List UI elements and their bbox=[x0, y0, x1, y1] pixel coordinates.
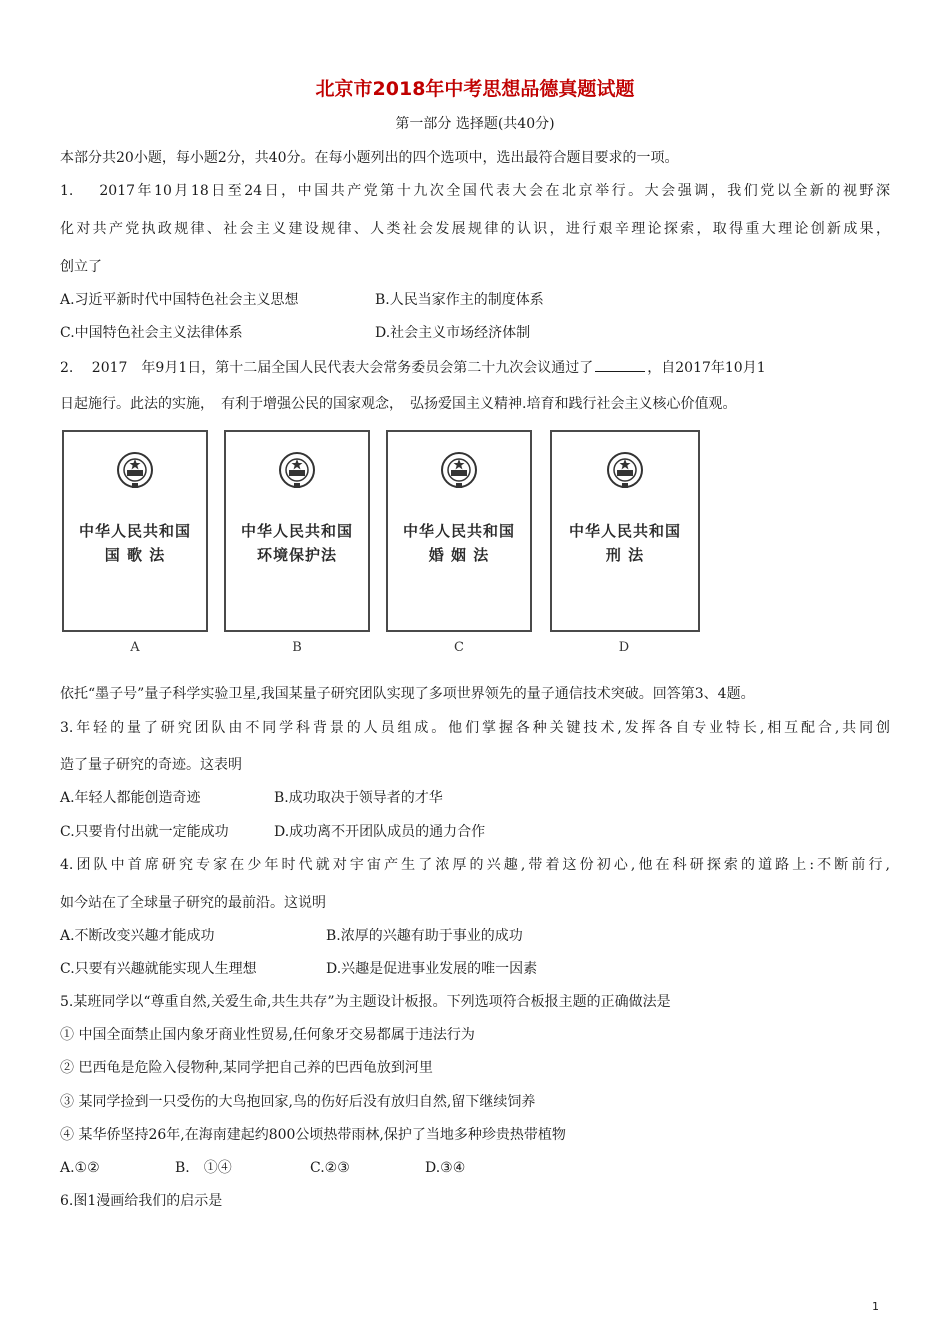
q4-stem-line1: 4.团队中首席研究专家在少年时代就对宇宙产生了浓厚的兴趣,带着这份初心,他在科研探索的道路上:不断前行, bbox=[60, 857, 890, 873]
book-label-d: D bbox=[618, 640, 630, 655]
q5-statement-3: ③ 某同学捡到一只受伤的大鸟抱回家,鸟的伤好后没有放归自然,留下继续饲养 bbox=[60, 1094, 536, 1110]
q6-stem: 6.图1漫画给我们的启示是 bbox=[60, 1193, 223, 1209]
instructions: 本部分共20小题，每小题2分，共40分。在每小题列出的四个选项中，选出最符合题目要求的一项。 bbox=[60, 150, 679, 166]
q4-option-c: C.只要有兴趣就能实现人生理想 bbox=[60, 961, 257, 977]
q3-4-context: 依托“墨子号”量子科学实验卫星,我国某量子研究团队实现了多项世界领先的量子通信技术突破。回答第3、4题。 bbox=[60, 686, 755, 702]
book-label-b: B bbox=[292, 640, 302, 655]
q3-stem-line2: 造了量子研究的奇迹。这表明 bbox=[60, 757, 242, 773]
book-name-b: 环境保护法 bbox=[256, 546, 337, 564]
q5-option-b: B. ①④ bbox=[175, 1160, 232, 1176]
q1-stem-line2: 化对共产党执政规律、社会主义建设规律、人类社会发展规律的认识，进行艰辛理论探索，取得重大理论创新成果， bbox=[60, 221, 890, 237]
q3-option-d: D.成功离不开团队成员的通力合作 bbox=[274, 824, 486, 840]
book-title-d: 中华人民共和国 bbox=[568, 522, 681, 540]
book-cover-d bbox=[550, 430, 700, 632]
q4-option-d: D.兴趣是促进事业发展的唯一因素 bbox=[326, 961, 538, 977]
q1-option-d: D.社会主义市场经济体制 bbox=[375, 325, 531, 341]
section-subtitle: 第一部分 选择题(共40分) bbox=[395, 116, 555, 132]
q2-stem-post: ，自2017年10月1 bbox=[647, 360, 766, 376]
book-title-a: 中华人民共和国 bbox=[78, 522, 191, 540]
national-emblem-icon bbox=[115, 450, 155, 490]
page-title: 北京市2018年中考思想品德真题试题 bbox=[315, 78, 635, 100]
q1-option-c: C.中国特色社会主义法律体系 bbox=[60, 325, 243, 341]
q4-option-b: B.浓厚的兴趣有助于事业的成功 bbox=[326, 928, 523, 944]
book-title-c: 中华人民共和国 bbox=[402, 522, 515, 540]
national-emblem-icon bbox=[439, 450, 479, 490]
national-emblem-icon bbox=[605, 450, 645, 490]
q5-statement-2: ② 巴西龟是危险入侵物种,某同学把自己养的巴西龟放到河里 bbox=[60, 1060, 433, 1076]
q4-stem-line2: 如今站在了全球量子研究的最前沿。这说明 bbox=[60, 895, 326, 911]
book-cover-b bbox=[224, 430, 370, 632]
book-name-c: 婚 姻 法 bbox=[428, 546, 490, 564]
q3-stem-line1: 3.年轻的量了研究团队由不同学科背景的人员组成。他们掌握各种关键技术,发挥各自专业特长,相互配合,共同创 bbox=[60, 720, 890, 736]
q5-statement-4: ④ 某华侨坚持26年,在海南建起约800公顷热带雨林,保护了当地多种珍贵热带植物 bbox=[60, 1127, 566, 1143]
q3-option-c: C.只要肯付出就一定能成功 bbox=[60, 824, 229, 840]
book-name-d: 刑 法 bbox=[605, 546, 645, 564]
q3-option-b: B.成功取决于领导者的才华 bbox=[274, 790, 443, 806]
national-emblem-icon bbox=[277, 450, 317, 490]
book-cover-a bbox=[62, 430, 208, 632]
q1-option-b: B.人民当家作主的制度体系 bbox=[375, 292, 544, 308]
q5-option-d: D.③④ bbox=[425, 1160, 466, 1176]
q2-stem-line2: 日起施行。此法的实施， 有利于增强公民的国家观念， 弘扬爱国主义精神.培育和践行社会主义核心价值观。 bbox=[60, 396, 737, 412]
q2-stem-pre: 2. 2017 年9月1日，第十二届全国人民代表大会常务委员会第二十九次会议通过了 bbox=[60, 360, 594, 376]
book-name-a: 国 歌 法 bbox=[104, 546, 166, 564]
page-number: 1 bbox=[872, 1300, 879, 1313]
q1-stem-line1: 1. 2017年10月18日至24日，中国共产党第十九次全国代表大会在北京举行。大会强调，我们党以全新的视野深 bbox=[60, 183, 890, 199]
q3-option-a: A.年轻人都能创造奇迹 bbox=[60, 790, 201, 806]
book-cover-c bbox=[386, 430, 532, 632]
book-label-a: A bbox=[130, 640, 140, 655]
q5-statement-1: ① 中国全面禁止国内象牙商业性贸易,任何象牙交易都属于违法行为 bbox=[60, 1027, 475, 1043]
q5-option-c: C.②③ bbox=[310, 1160, 350, 1176]
q1-stem-line3: 创立了 bbox=[60, 259, 102, 275]
book-title-b: 中华人民共和国 bbox=[240, 522, 353, 540]
answer-blank bbox=[595, 357, 645, 372]
q5-option-a: A.①② bbox=[60, 1160, 100, 1176]
book-label-c: C bbox=[454, 640, 464, 655]
q1-option-a: A.习近平新时代中国特色社会主义思想 bbox=[60, 292, 299, 308]
q2-stem-line1 bbox=[60, 357, 766, 378]
q4-option-a: A.不断改变兴趣才能成功 bbox=[60, 928, 215, 944]
q5-stem: 5.某班同学以“尊重自然,关爱生命,共生共存”为主题设计板报。下列选项符合板报主题的正确做法是 bbox=[60, 994, 671, 1010]
